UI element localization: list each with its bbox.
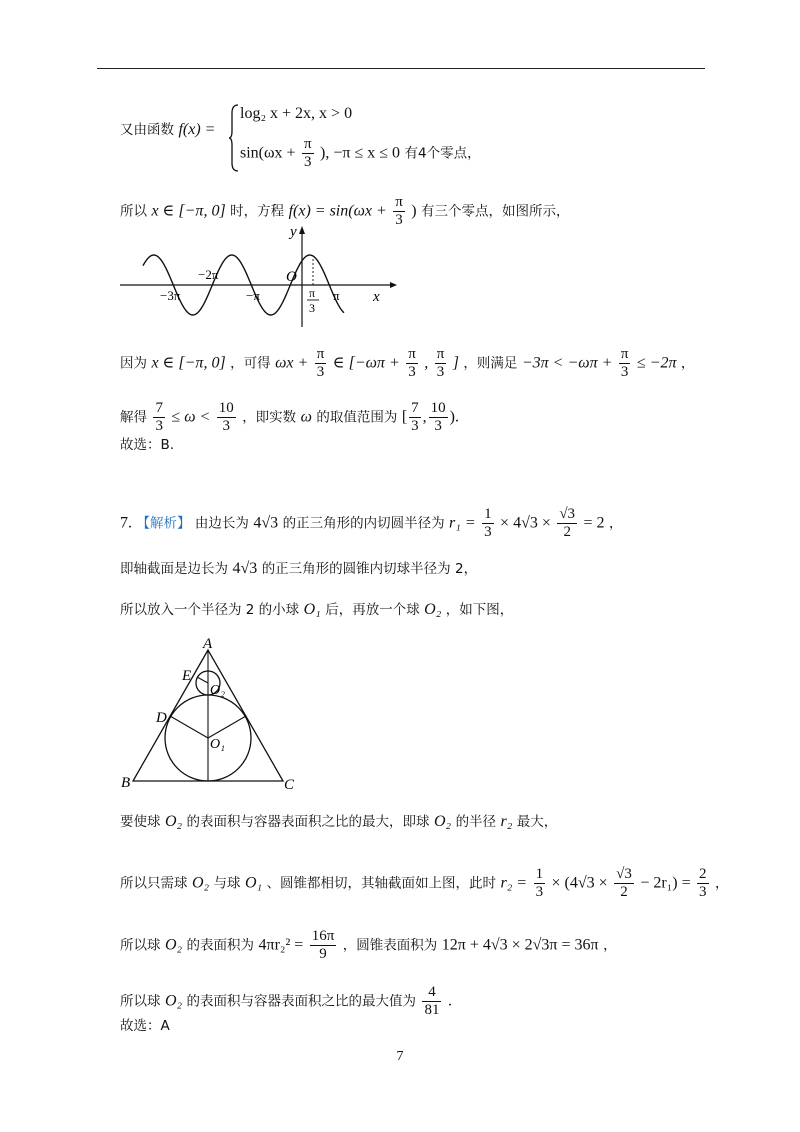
label-c: C bbox=[284, 777, 295, 793]
text: 所以球 bbox=[120, 993, 161, 1010]
math: 4√3 bbox=[232, 560, 258, 577]
fraction: $\frac{2}{3}$ bbox=[699, 866, 707, 900]
text: 的表面积为 bbox=[186, 937, 255, 954]
math: 4√3 bbox=[253, 514, 279, 532]
fraction: $\frac{7}{3}$ bbox=[155, 400, 163, 434]
text: 与球 bbox=[213, 875, 241, 892]
text: ，可得 bbox=[230, 355, 271, 372]
piecewise-line bbox=[120, 120, 215, 140]
math: −3π < −ωπ + bbox=[521, 354, 613, 372]
math: × (4√3 × bbox=[551, 874, 608, 892]
math: r₂ bbox=[500, 813, 513, 830]
header-rule bbox=[97, 68, 705, 69]
math: O₂ bbox=[164, 813, 183, 830]
math: ωx + bbox=[275, 354, 309, 372]
q7-line-6 bbox=[120, 928, 617, 963]
fraction: $\frac{\pi}{3}$ bbox=[436, 346, 445, 380]
fraction: $\frac{16\pi}{9}$ bbox=[311, 928, 335, 962]
math: log₂ x + 2x, x > 0 bbox=[240, 105, 353, 122]
math: f(x) = bbox=[178, 121, 216, 138]
text: 的表面积与容器表面积之比的最大，即球 bbox=[186, 814, 430, 830]
math: f(x) = sin(ωx + bbox=[288, 202, 387, 220]
fraction: $\frac{\pi}{3}$ bbox=[395, 194, 403, 228]
math: O₂ bbox=[164, 936, 183, 954]
text: ，如下图， bbox=[445, 602, 514, 618]
math: ≤ ω < bbox=[171, 408, 211, 426]
text: 所以只需球 bbox=[120, 875, 188, 892]
fraction: $\frac{√3}{2}$ bbox=[616, 866, 632, 900]
tick-label: −π bbox=[246, 288, 260, 303]
text: 有三个零点，如图所示， bbox=[421, 203, 570, 220]
label-e: E bbox=[182, 668, 192, 684]
q7-line-5 bbox=[120, 866, 729, 901]
text: 最大， bbox=[516, 814, 558, 830]
label-o2: O₂ bbox=[210, 683, 225, 698]
radius-to-d bbox=[170, 716, 208, 738]
radius-to-e bbox=[197, 677, 208, 683]
piecewise-case-2 bbox=[240, 136, 481, 171]
math: = 2 bbox=[583, 514, 605, 532]
text: 要使球 bbox=[120, 814, 161, 830]
answer-line-a: 故选：A bbox=[120, 1018, 170, 1034]
text: ，即实数 bbox=[242, 409, 297, 426]
tick-label: π bbox=[309, 286, 316, 300]
y-label: y bbox=[290, 224, 297, 240]
math: x ∈ [−π, 0] bbox=[151, 354, 226, 372]
text: 即轴截面是边长为 bbox=[120, 561, 228, 577]
fraction: $\frac{\pi}{3}$ bbox=[620, 346, 629, 380]
math: 4πr₂² = bbox=[258, 936, 304, 954]
fraction: $\frac{10}{3}$ bbox=[430, 400, 446, 434]
piecewise-case-1 bbox=[240, 104, 352, 124]
question-number: 7. bbox=[120, 514, 132, 532]
text-line-3 bbox=[120, 346, 694, 381]
text: 后，再放一个球 bbox=[325, 602, 420, 618]
math: r₁ = bbox=[449, 514, 476, 532]
analysis-tag: 【解析】 bbox=[136, 515, 191, 532]
text: 有4个零点， bbox=[404, 145, 481, 162]
sine-graph bbox=[118, 222, 398, 332]
fraction: $\frac{\pi}{3}$ bbox=[316, 346, 325, 380]
tick-label: −2π bbox=[198, 267, 219, 282]
fraction: $\frac{\pi}{3}$ bbox=[304, 136, 312, 170]
page-number: 7 bbox=[396, 1049, 404, 1064]
math: . bbox=[447, 992, 452, 1010]
text: 因为 bbox=[120, 355, 147, 372]
fraction: $\frac{1}{3}$ bbox=[484, 506, 492, 540]
text: ， bbox=[680, 355, 695, 372]
text: 时，方程 bbox=[230, 203, 285, 220]
math: x ∈ [−π, 0] bbox=[151, 202, 226, 220]
label-b: B bbox=[121, 775, 131, 791]
q7-line-3 bbox=[120, 600, 513, 620]
x-axis-arrow-icon bbox=[390, 282, 397, 288]
fraction: $\frac{1}{3}$ bbox=[535, 866, 544, 900]
math: ∈ [−ωπ + bbox=[332, 354, 400, 372]
cone-cross-section-diagram bbox=[118, 636, 308, 796]
math: 12π + 4√3 × 2√3π = 36π bbox=[441, 936, 599, 954]
text: 的正三角形的内切圆半径为 bbox=[282, 515, 445, 532]
text: ，则满足 bbox=[463, 355, 518, 372]
math: sin(ωx + bbox=[240, 144, 296, 162]
math: , bbox=[422, 408, 427, 426]
text: 又由函数 bbox=[120, 122, 174, 138]
math: O₂ bbox=[164, 992, 183, 1010]
math: ) bbox=[411, 202, 417, 220]
text: 所以放入一个半径为 2 的小球 bbox=[120, 602, 300, 618]
y-axis-arrow-icon bbox=[299, 226, 305, 234]
text: ， bbox=[609, 515, 623, 532]
q7-line-2 bbox=[120, 559, 477, 579]
math: , bbox=[424, 354, 429, 372]
text: 的半径 bbox=[455, 814, 497, 830]
text: 所以 bbox=[120, 203, 147, 220]
radius-right bbox=[208, 716, 246, 738]
math: O₂ bbox=[433, 813, 452, 830]
math: O₂ bbox=[424, 601, 442, 618]
tick-label: π bbox=[333, 288, 340, 303]
label-d: D bbox=[156, 710, 167, 726]
text: 的正三角形的圆锥内切球半径为 2， bbox=[261, 561, 478, 577]
text: 解得 bbox=[120, 409, 147, 426]
math: ≤ −2π bbox=[636, 354, 677, 372]
text: 的表面积与容器表面积之比的最大值为 bbox=[186, 993, 417, 1010]
q7-line-7 bbox=[120, 984, 452, 1019]
math: ), −π ≤ x ≤ 0 bbox=[320, 144, 401, 162]
math: ) bbox=[449, 408, 455, 426]
x-label: x bbox=[373, 289, 380, 305]
math: r₂ = bbox=[500, 874, 528, 892]
math: O₂ bbox=[191, 874, 210, 892]
left-brace-icon bbox=[228, 103, 240, 173]
math: ω bbox=[300, 408, 312, 426]
label-a: A bbox=[203, 636, 213, 652]
math: × 4√3 × bbox=[500, 514, 551, 532]
text: 所以球 bbox=[120, 937, 161, 954]
tick-label: 3 bbox=[309, 301, 315, 315]
math: O₁ bbox=[303, 601, 321, 618]
tick-label: −3π bbox=[160, 288, 181, 303]
text: ， bbox=[603, 937, 617, 954]
answer-line-b: 故选：B. bbox=[120, 437, 175, 453]
math: [ bbox=[401, 408, 408, 426]
fraction: $\frac{\pi}{3}$ bbox=[408, 346, 416, 380]
math: . bbox=[455, 408, 459, 426]
text-line-4 bbox=[120, 400, 459, 435]
text: ，圆锥表面积为 bbox=[342, 937, 438, 954]
fraction: $\frac{7}{3}$ bbox=[411, 400, 419, 434]
fraction: $\frac{10}{3}$ bbox=[218, 400, 234, 434]
math: − 2r₁) = bbox=[640, 874, 691, 892]
origin-label: O bbox=[286, 269, 297, 285]
label-o1: O₁ bbox=[210, 737, 225, 752]
text: 、圆锥都相切，其轴截面如上图，此时 bbox=[266, 875, 497, 892]
fraction: $\frac{√3}{2}$ bbox=[559, 506, 576, 540]
text: 由边长为 bbox=[194, 515, 249, 532]
q7-line-1 bbox=[120, 506, 623, 541]
q7-line-4 bbox=[120, 812, 557, 832]
fraction: $\frac{4}{81}$ bbox=[424, 984, 440, 1018]
math: ] bbox=[452, 354, 459, 372]
text: 的取值范围为 bbox=[316, 409, 398, 426]
text: ， bbox=[715, 875, 729, 892]
math: O₁ bbox=[244, 874, 263, 892]
